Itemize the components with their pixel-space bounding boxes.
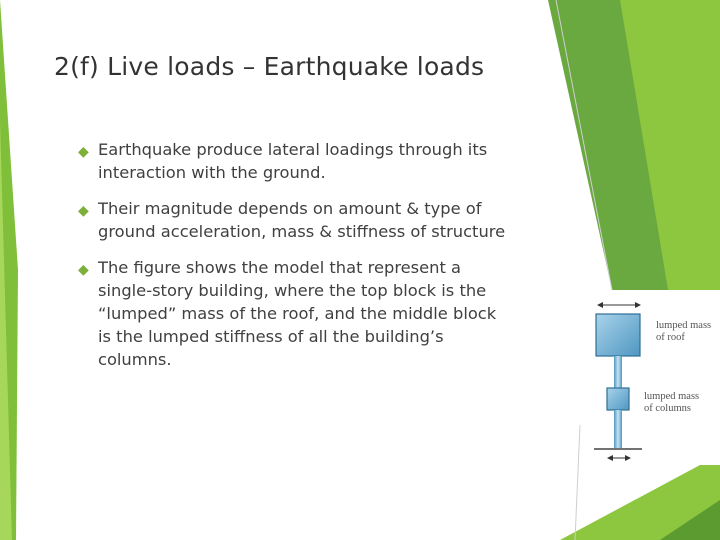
right-accent-line-2 [575,425,580,540]
bullet-text-line: single-story building, where the top block is the [98,281,487,300]
double-arrow-icon [597,302,641,308]
building-model-diagram [588,292,706,464]
structural-model-figure [588,292,712,464]
bullet-text-line: The figure shows the model that represent a [98,258,462,277]
bullet-item [78,138,558,184]
diamond-bullet-icon: ◆ [78,144,89,160]
slide-title: 2(f) Live loads – Earthquake loads [54,52,485,81]
roof-mass-block [596,314,640,356]
diamond-bullet-icon: ◆ [78,203,89,219]
bullet-item [78,256,558,371]
column-shaft [614,356,622,388]
column-mass-label [644,391,699,415]
bullet-text-line: “lumped” mass of the roof, and the middle block [98,304,497,323]
label-line: of roof [656,332,685,343]
diamond-bullet-icon: ◆ [78,262,89,278]
bullet-text-line: columns. [98,350,172,369]
bullet-text-line: ground acceleration, mass & stiffness of structure [98,222,506,241]
column-shaft-lower [614,410,622,448]
column-mass-block [607,388,629,410]
bullet-text-line: interaction with the ground. [98,163,326,182]
double-arrow-icon [607,455,631,461]
label-line: lumped mass [644,391,700,402]
bullet-text-line: Their magnitude depends on amount & type of [98,199,482,218]
roof-mass-label [656,320,711,344]
bullet-text-line: is the lumped stiffness of all the building’s [98,327,444,346]
label-line: of columns [644,403,691,414]
label-line: lumped mass [656,320,712,331]
bullet-text-line: Earthquake produce lateral loadings through its [98,140,488,159]
bullet-list [78,138,558,384]
bullet-item [78,197,558,243]
